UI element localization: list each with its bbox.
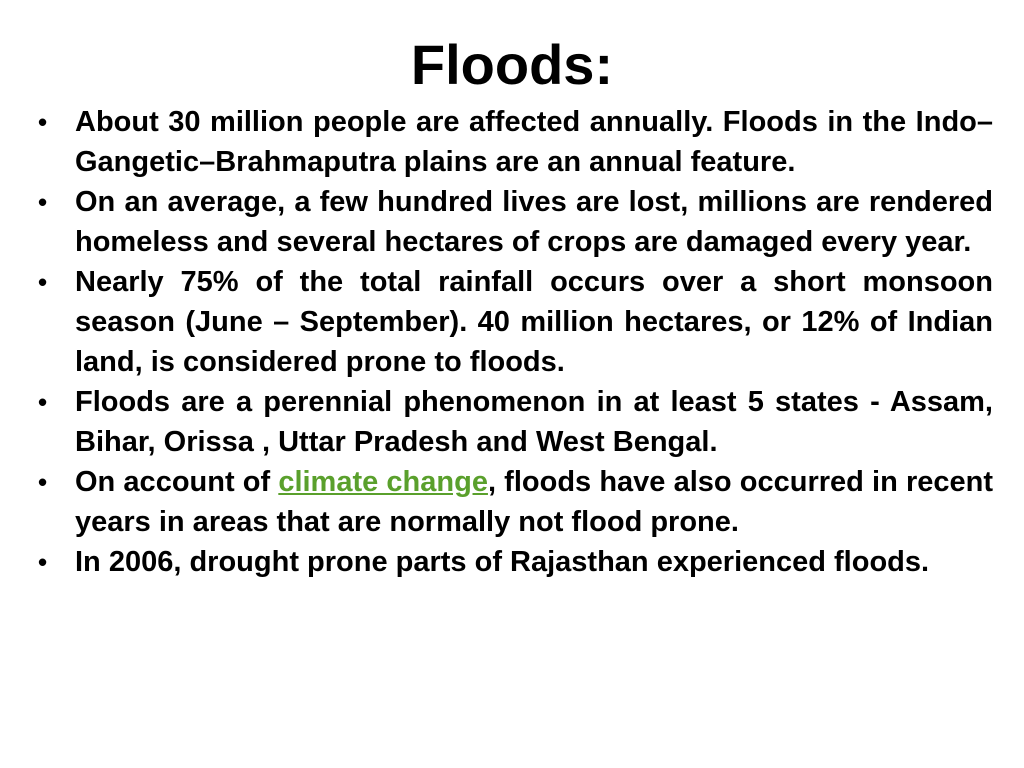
bullet-item-affected-annually xyxy=(38,102,993,182)
bullet-text: On an average, a few hundred lives are lost, millions are rendered homeless and several hectares of crops are damaged every year. xyxy=(75,186,993,258)
bullet-text-before-link: On account of xyxy=(75,466,279,498)
bullet-item-perennial-states xyxy=(38,382,993,462)
slide-title: Floods: xyxy=(410,33,614,96)
bullet-item-rainfall xyxy=(38,262,993,382)
bullet-text-after-link: , floods have also occurred in recent years in areas that are normally not flood prone. xyxy=(75,466,993,538)
climate-change-link[interactable]: climate change xyxy=(278,466,488,498)
bullet-marker: • xyxy=(38,467,48,497)
bullet-text: About 30 million people are affected annually. Floods in the Indo–Gangetic–Brahmaputra plains are an annual feature. xyxy=(75,106,993,178)
bullet-item-lives-lost xyxy=(38,182,993,262)
bullet-list xyxy=(38,102,993,582)
bullet-text: Floods are a perennial phenomenon in at least 5 states - Assam, Bihar, Orissa , Uttar Pradesh and West Bengal. xyxy=(75,386,993,458)
bullet-item-rajasthan xyxy=(38,542,993,582)
bullet-text: In 2006, drought prone parts of Rajasthan experienced floods. xyxy=(75,546,930,578)
bullet-marker: • xyxy=(38,187,48,217)
bullet-text: Nearly 75% of the total rainfall occurs over a short monsoon season (June – September). 40 million hectares, or 12% of Indian land, is considered prone to floods. xyxy=(75,266,993,378)
bullet-marker: • xyxy=(38,107,48,137)
bullet-marker: • xyxy=(38,387,48,417)
bullet-marker: • xyxy=(38,547,48,577)
bullet-marker: • xyxy=(38,267,48,297)
bullet-item-climate-change xyxy=(38,462,993,542)
